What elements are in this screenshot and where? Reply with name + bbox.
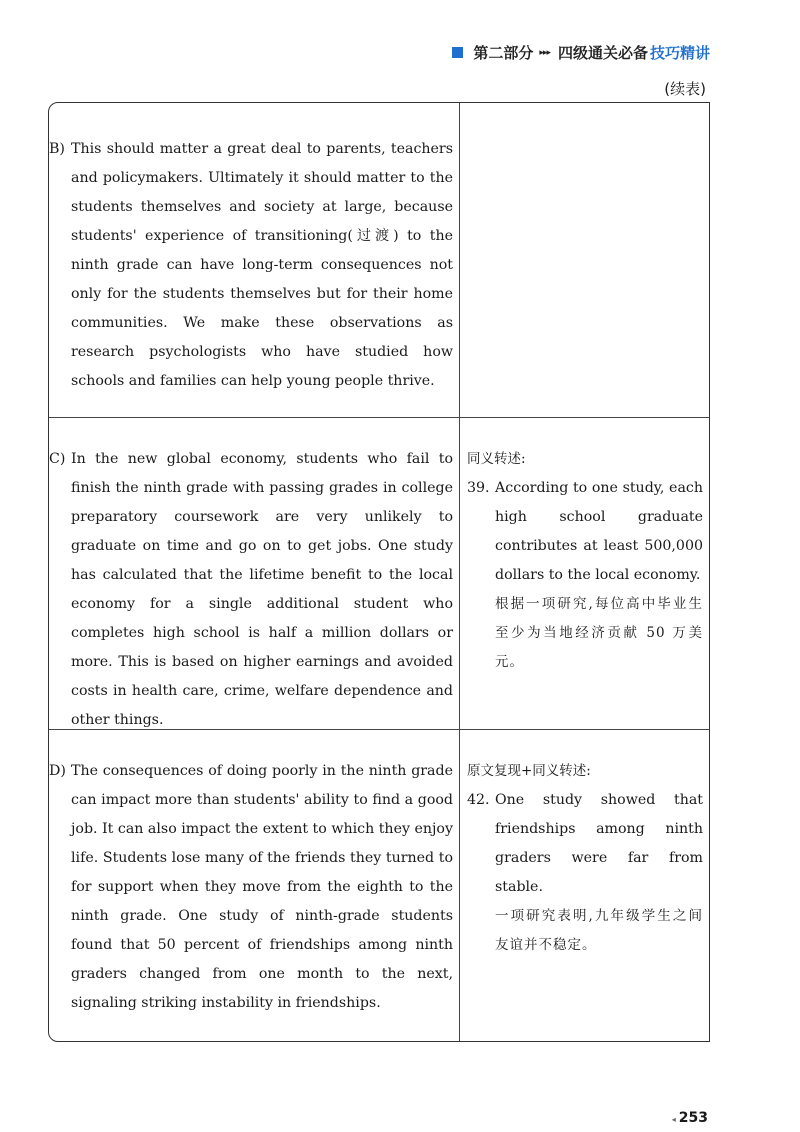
page-number xyxy=(672,1110,708,1126)
page-marker-icon: ◂ xyxy=(671,1115,676,1124)
paragraph-cell-b xyxy=(49,135,453,396)
paragraph-label: B) xyxy=(49,141,65,157)
note-english: According to one study, each high school graduate contributes at least 500,000 dollars to the local economy. xyxy=(495,480,703,583)
note-chinese: 根据一项研究,每位高中毕业生至少为当地经济贡献 50 万美元。 xyxy=(495,596,703,670)
running-header xyxy=(452,42,710,63)
paragraph-text: In the new global economy, students who fail to finish the ninth grade with passing grades in college preparatory coursework are very unlikely to graduate on time and go on to get jobs. One study has calculated that the lifetime benefit to the local economy for a single additional student who completes high school is half a million dollars or more. This is based on higher earnings and avoided costs in health care, crime, welfare dependence and other things. xyxy=(71,451,453,728)
header-part: 第二部分 xyxy=(473,44,534,62)
note-english: One study showed that friendships among ninth graders were far from stable. xyxy=(495,792,703,895)
note-cell-c xyxy=(467,445,703,677)
paragraph-text: This should matter a great deal to parents, teachers and policymakers. Ultimately it should matter to the students themselves and society at large, because students' experience of transitioning(过渡) to the ninth grade can have long-term consequences not only for the students themselves but for their home communities. We make these observations as research psychologists who have studied how schools and families can help young people thrive. xyxy=(71,141,453,389)
note-title: 原文复现+同义转述: xyxy=(467,763,591,779)
paragraph-label: C) xyxy=(49,451,66,467)
question-number: 42. xyxy=(467,792,490,808)
row-divider xyxy=(49,417,709,418)
note-item xyxy=(467,474,703,677)
header-section: 四级通关必备 xyxy=(557,44,648,62)
header-highlight: 技巧精讲 xyxy=(649,44,710,62)
column-divider xyxy=(459,103,460,1041)
note-item xyxy=(467,786,703,960)
page-number-value: 253 xyxy=(678,1110,708,1126)
paragraph-text: The consequences of doing poorly in the ninth grade can impact more than students' ability to find a good job. It can also impact the extent to which they enjoy life. Students lose many of the friends they turned to for support when they move from the eighth to the ninth grade. One study of ninth-grade students found that 50 percent of friendships among ninth graders changed from one month to the next, signaling striking instability in friendships. xyxy=(71,763,453,1011)
note-cell-d xyxy=(467,757,703,960)
continued-label: (续表) xyxy=(664,80,706,98)
paragraph-label: D) xyxy=(49,763,66,779)
paragraph-cell-d xyxy=(49,757,453,1018)
passage-table xyxy=(48,102,710,1042)
triple-arrow-icon: ▸▸▸ xyxy=(539,47,550,58)
paragraph-cell-c xyxy=(49,445,453,735)
note-chinese: 一项研究表明,九年级学生之间友谊并不稳定。 xyxy=(495,908,703,953)
question-number: 39. xyxy=(467,480,490,496)
note-title: 同义转述: xyxy=(467,451,526,467)
square-marker-icon xyxy=(452,47,463,58)
